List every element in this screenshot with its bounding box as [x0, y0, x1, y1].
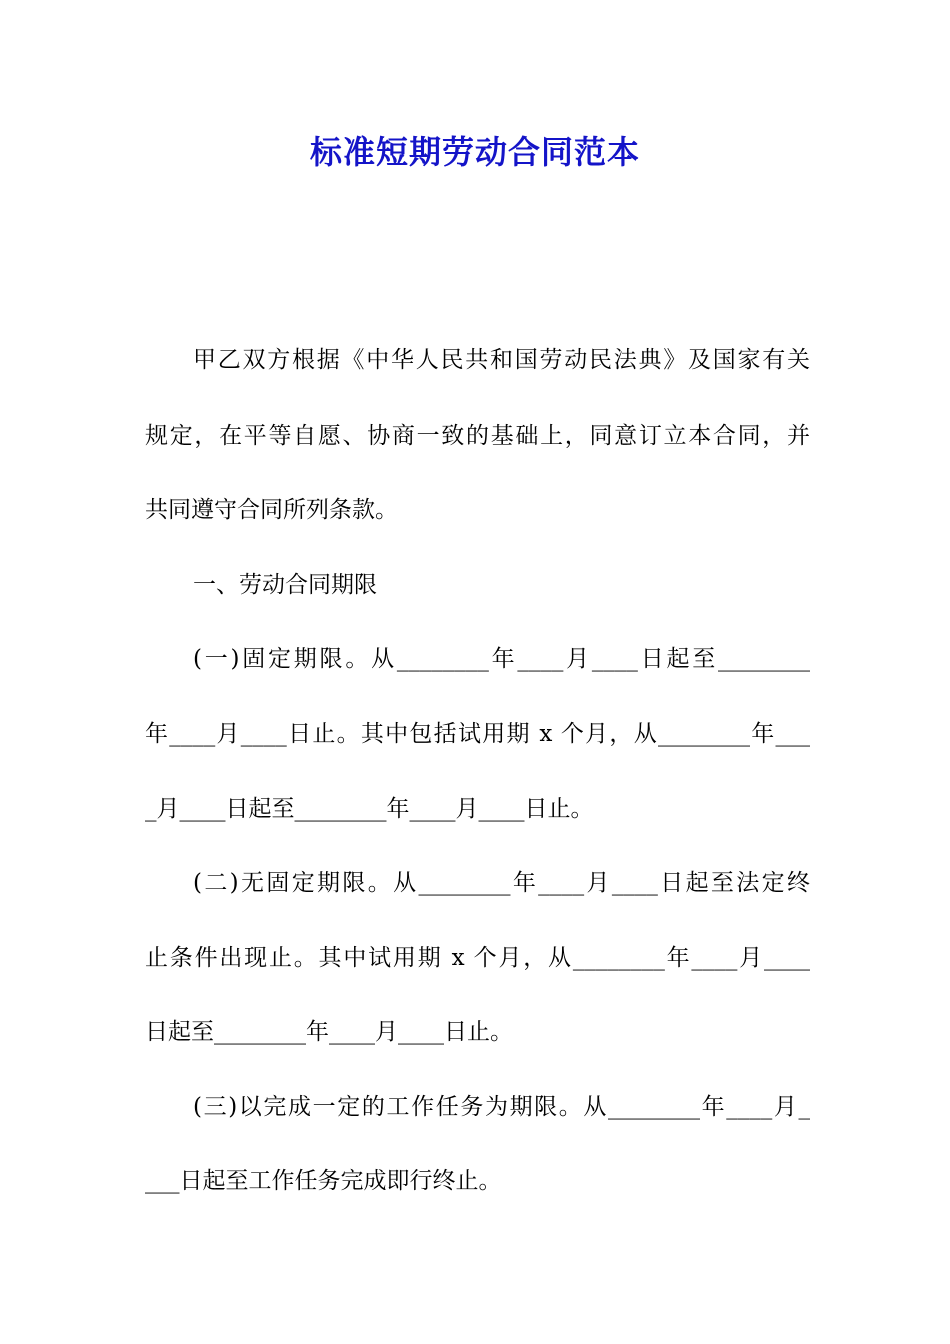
text-line: 年____月____日止。其中包括试用期 x 个月，从________年___ [145, 721, 810, 747]
text-line: 甲乙双方根据《中华人民共和国劳动民法典》及国家有关 [193, 347, 810, 373]
text-line: 日起至________年____月____日止。 [145, 1019, 513, 1045]
text-line: (一)固定期限。从________年____月____日起至________ [193, 646, 810, 672]
text-line: 规定，在平等自愿、协商一致的基础上，同意订立本合同，并 [145, 423, 810, 449]
text-line: 止条件出现止。其中试用期 x 个月，从________年____月____ [145, 945, 810, 971]
text-line: 共同遵守合同所列条款。 [145, 497, 398, 523]
text-line: 一、劳动合同期限 [193, 572, 377, 598]
document-title: 标准短期劳动合同范本 [309, 133, 640, 171]
text-line: (三)以完成一定的工作任务为期限。从________年____月_ [193, 1094, 810, 1120]
text-line: (二)无固定期限。从________年____月____日起至法定终 [193, 870, 810, 896]
text-line: _月____日起至________年____月____日止。 [145, 796, 594, 822]
text-line: ___日起至工作任务完成即行终止。 [145, 1168, 502, 1194]
